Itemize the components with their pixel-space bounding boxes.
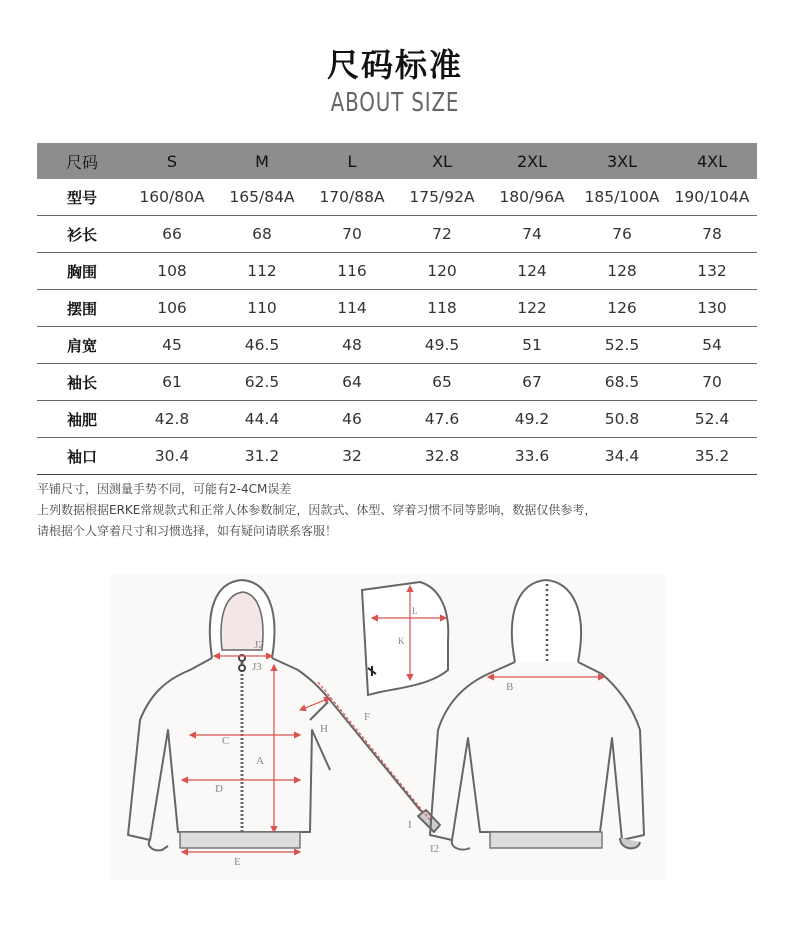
- size-cell: 70: [667, 364, 757, 401]
- size-cell: 160/80A: [127, 179, 217, 216]
- size-row: [37, 364, 757, 401]
- note-line: 平铺尺寸，因测量手势不同，可能有2-4CM误差: [37, 482, 292, 496]
- row-label: 袖长: [37, 364, 127, 401]
- size-cell: 49.2: [487, 401, 577, 438]
- size-row: [37, 290, 757, 327]
- size-row: [37, 253, 757, 290]
- svg-text:J3: J3: [252, 661, 262, 673]
- size-cell: 30.4: [127, 438, 217, 475]
- svg-text:K: K: [398, 636, 405, 646]
- size-cell: 45: [127, 327, 217, 364]
- size-cell: 31.2: [217, 438, 307, 475]
- size-cell: 51: [487, 327, 577, 364]
- size-cell: 106: [127, 290, 217, 327]
- size-cell: 44.4: [217, 401, 307, 438]
- size-cell: 68.5: [577, 364, 667, 401]
- size-cell: 54: [667, 327, 757, 364]
- size-cell: 64: [307, 364, 397, 401]
- size-cell: 132: [667, 253, 757, 290]
- svg-text:C: C: [222, 735, 230, 747]
- toggle-icon: [239, 665, 245, 671]
- size-col: M: [217, 143, 307, 179]
- size-cell: 116: [307, 253, 397, 290]
- size-cell: 32: [307, 438, 397, 475]
- row-label: 袖肥: [37, 401, 127, 438]
- size-col: 3XL: [577, 143, 667, 179]
- size-cell: 65: [397, 364, 487, 401]
- size-cell: 52.4: [667, 401, 757, 438]
- size-cell: 114: [307, 290, 397, 327]
- size-cell: 32.8: [397, 438, 487, 475]
- page-subtitle: ABOUT SIZE: [330, 88, 460, 118]
- size-cell: 118: [397, 290, 487, 327]
- svg-text:I2: I2: [430, 843, 440, 855]
- size-cell: 124: [487, 253, 577, 290]
- size-cell: 170/88A: [307, 179, 397, 216]
- size-cell: 185/100A: [577, 179, 667, 216]
- size-notes: [37, 479, 596, 542]
- size-cell: 48: [307, 327, 397, 364]
- size-cell: 35.2: [667, 438, 757, 475]
- size-cell: 42.8: [127, 401, 217, 438]
- size-cell: 46: [307, 401, 397, 438]
- size-cell: 34.4: [577, 438, 667, 475]
- size-cell: 76: [577, 216, 667, 253]
- size-header-row: [37, 143, 757, 179]
- hood-drawing: [362, 582, 448, 695]
- size-cell: 74: [487, 216, 577, 253]
- size-cell: 33.6: [487, 438, 577, 475]
- size-cell: 128: [577, 253, 667, 290]
- size-cell: 50.8: [577, 401, 667, 438]
- size-row: [37, 216, 757, 253]
- svg-text:H: H: [320, 723, 328, 735]
- size-header-label: 尺码: [37, 143, 127, 179]
- svg-text:J2: J2: [254, 639, 264, 651]
- size-cell: 52.5: [577, 327, 667, 364]
- note-line: 上列数据根据ERKE常规款式和正常人体参数制定，因款式、体型、穿着习惯不同等影响，数据仅供参考，: [37, 503, 597, 517]
- size-cell: 49.5: [397, 327, 487, 364]
- svg-text:L: L: [412, 606, 418, 616]
- size-col: 4XL: [667, 143, 757, 179]
- size-cell: 110: [217, 290, 307, 327]
- row-label: 肩宽: [37, 327, 127, 364]
- size-col: L: [307, 143, 397, 179]
- row-label: 袖口: [37, 438, 127, 475]
- size-row: [37, 179, 757, 216]
- size-cell: 68: [217, 216, 307, 253]
- size-col: S: [127, 143, 217, 179]
- row-label: 胸围: [37, 253, 127, 290]
- size-row: [37, 327, 757, 364]
- measurement-diagram: [0, 570, 790, 880]
- row-label: 衫长: [37, 216, 127, 253]
- size-cell: 47.6: [397, 401, 487, 438]
- row-label: 摆围: [37, 290, 127, 327]
- svg-text:I: I: [408, 819, 412, 831]
- size-cell: 175/92A: [397, 179, 487, 216]
- svg-text:F: F: [364, 711, 371, 723]
- size-cell: 108: [127, 253, 217, 290]
- note-line: 请根据个人穿着尺寸和习惯选择，如有疑问请联系客服！: [37, 524, 338, 538]
- svg-text:A: A: [256, 755, 264, 767]
- size-cell: 70: [307, 216, 397, 253]
- size-cell: 122: [487, 290, 577, 327]
- row-label: 型号: [37, 179, 127, 216]
- size-cell: 61: [127, 364, 217, 401]
- size-cell: 126: [577, 290, 667, 327]
- size-cell: 67: [487, 364, 577, 401]
- size-cell: 78: [667, 216, 757, 253]
- size-cell: 130: [667, 290, 757, 327]
- size-col: XL: [397, 143, 487, 179]
- size-cell: 165/84A: [217, 179, 307, 216]
- size-row: [37, 438, 757, 475]
- size-cell: 66: [127, 216, 217, 253]
- size-cell: 46.5: [217, 327, 307, 364]
- size-cell: 112: [217, 253, 307, 290]
- size-cell: 190/104A: [667, 179, 757, 216]
- size-cell: 120: [397, 253, 487, 290]
- size-col: 2XL: [487, 143, 577, 179]
- page-title: 尺码标准: [326, 46, 463, 84]
- svg-text:D: D: [215, 783, 223, 795]
- back-measure-label: B: [506, 681, 514, 693]
- svg-text:E: E: [234, 856, 241, 868]
- size-cell: 180/96A: [487, 179, 577, 216]
- size-cell: 72: [397, 216, 487, 253]
- size-row: [37, 401, 757, 438]
- size-cell: 62.5: [217, 364, 307, 401]
- size-chart-table: [37, 143, 757, 475]
